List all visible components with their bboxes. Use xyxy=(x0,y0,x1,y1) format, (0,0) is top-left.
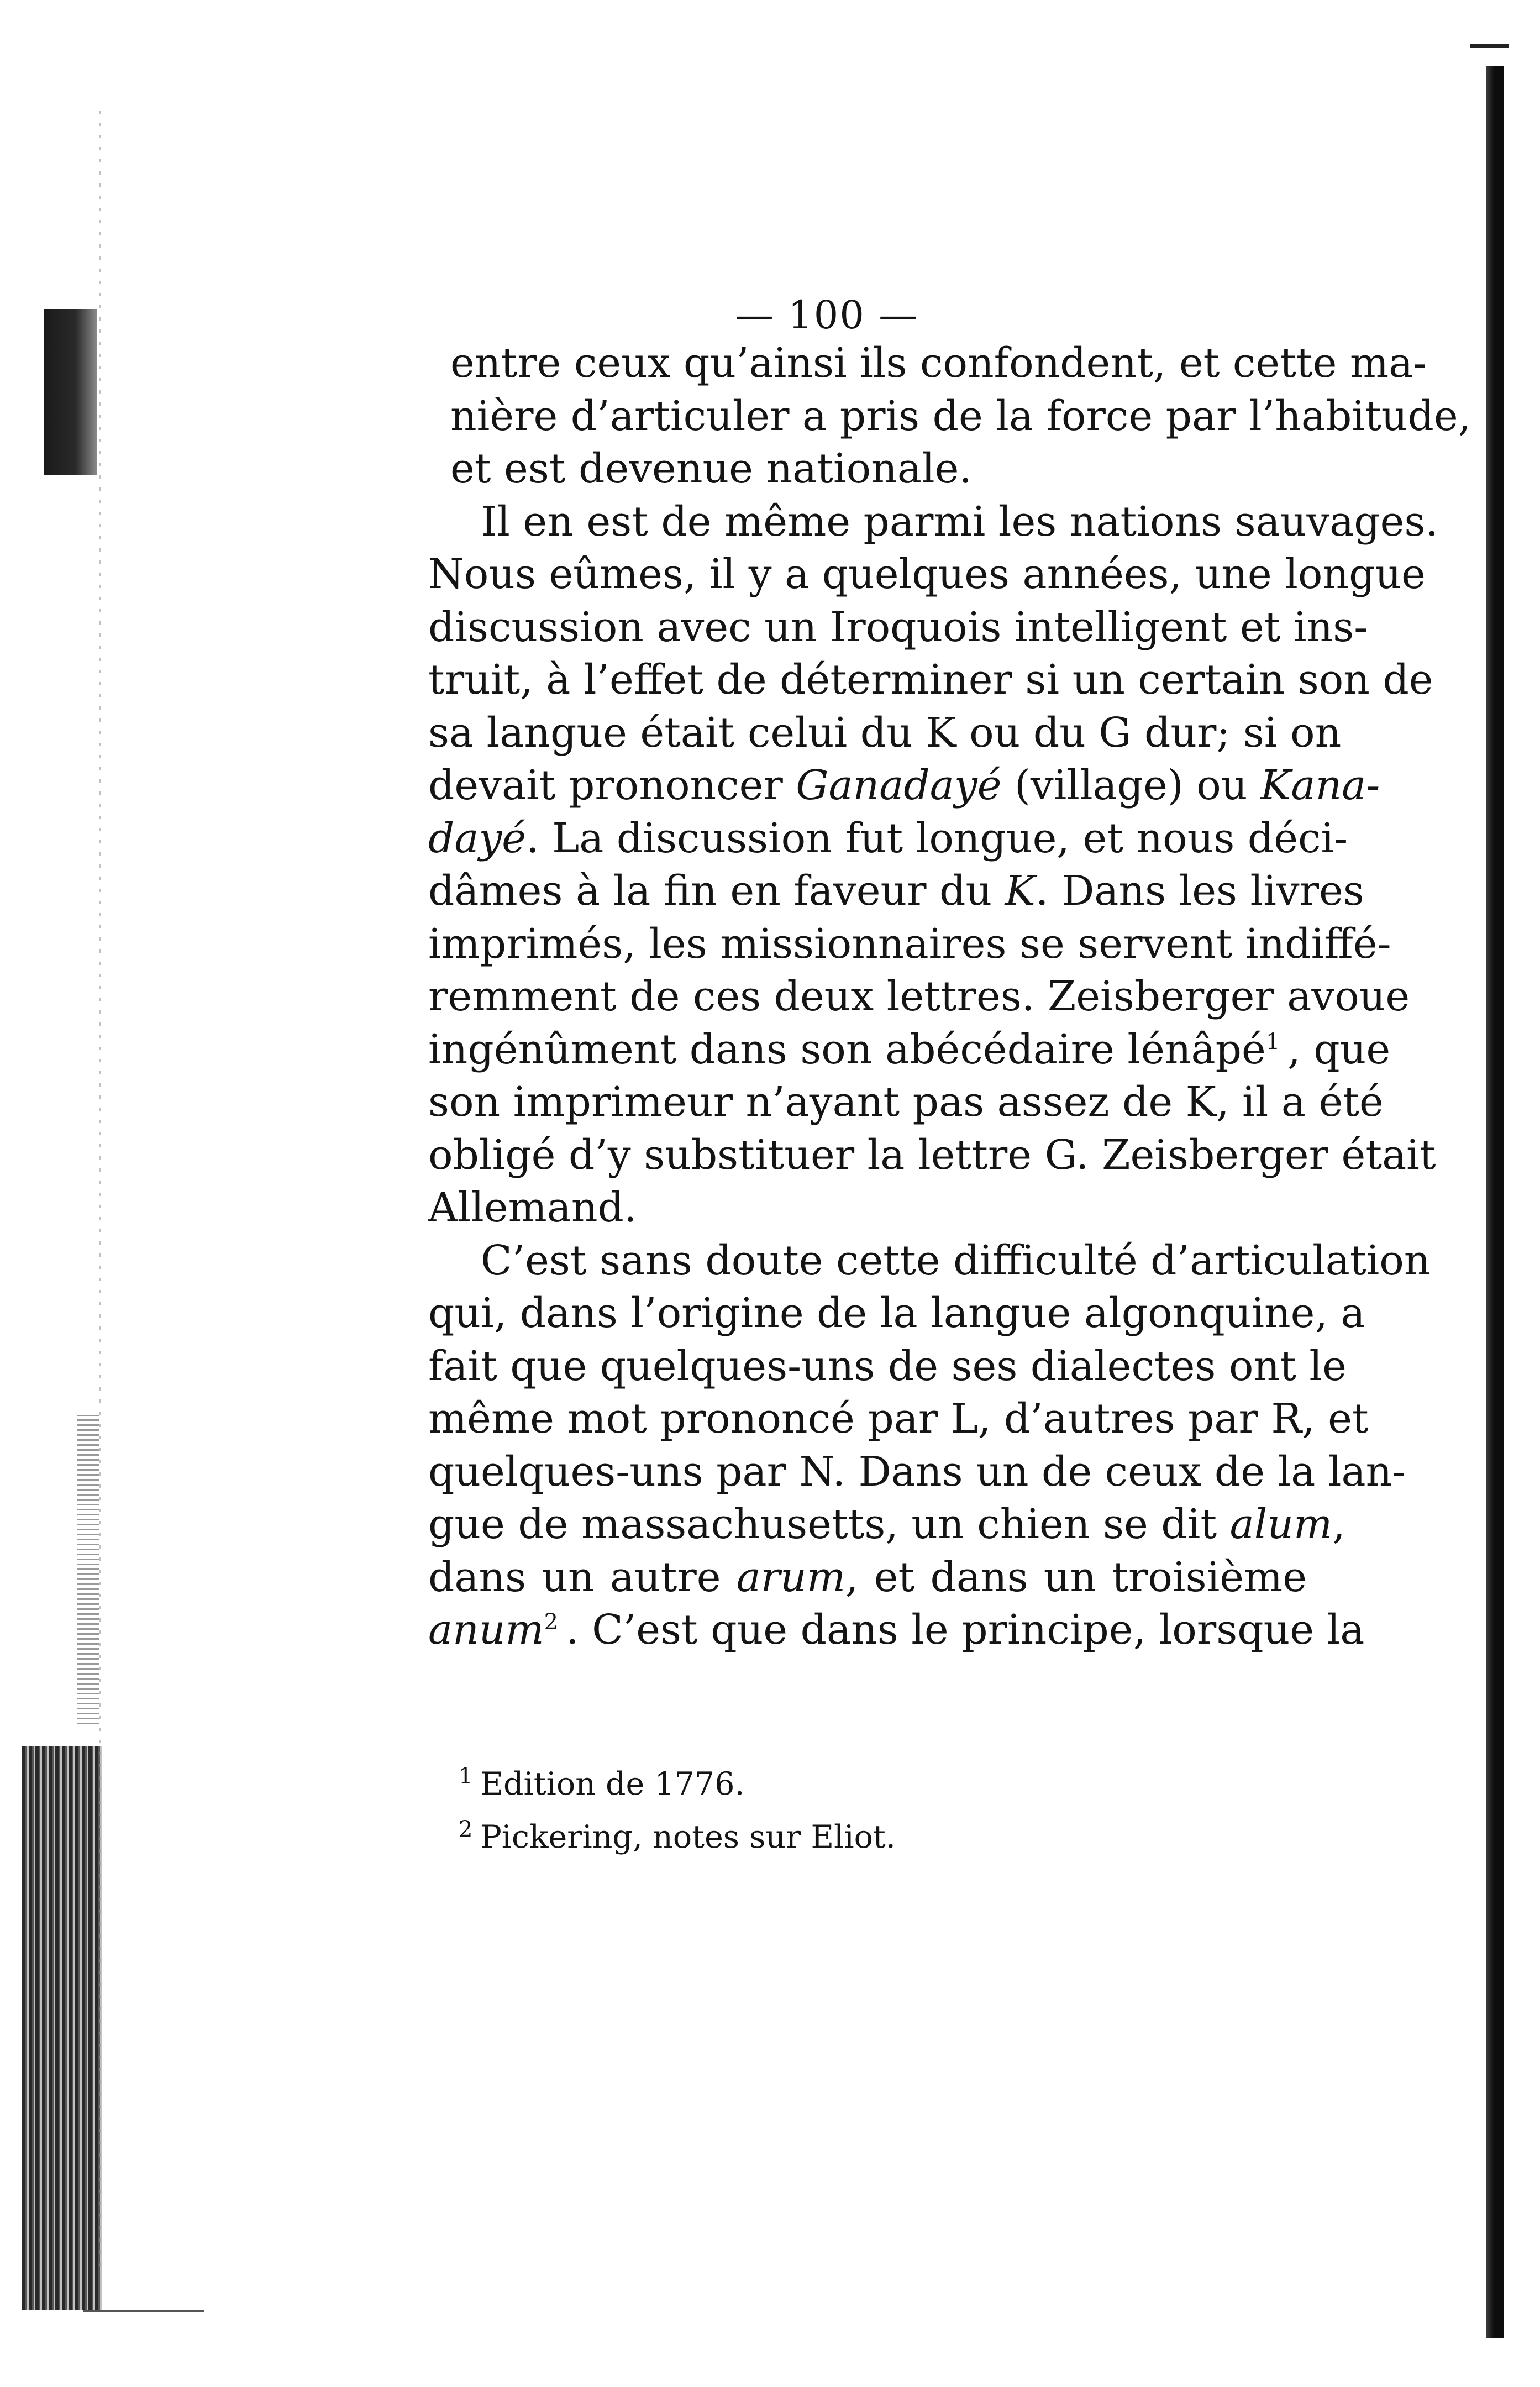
paragraph-start-line: C’est sans doute cette difficulté d’articulation xyxy=(481,1236,1431,1284)
text-line xyxy=(428,759,1380,812)
text-line: entre ceux qu’ainsi ils confondent, et cette ma- xyxy=(450,339,1427,387)
paragraph-start-line: Il en est de même parmi les nations sauvages. xyxy=(481,497,1438,545)
scan-binding-shadow-bottom xyxy=(22,1746,102,2310)
footnote-text: Edition de 1776. xyxy=(480,1766,745,1802)
text-line: fait que quelques-uns de ses dialectes ont le xyxy=(428,1342,1347,1390)
text-run: dâmes à la fin en faveur du xyxy=(428,867,1005,915)
text-line xyxy=(428,865,1364,918)
text-line: quelques-uns par N. Dans un de ceux de la lan- xyxy=(428,1447,1406,1496)
body-text xyxy=(428,337,1471,1657)
text-line xyxy=(428,1498,1345,1551)
scan-binding-shadow-middle xyxy=(77,1415,99,1724)
italic-word: Kana- xyxy=(1260,762,1380,809)
text-run: . C’est que dans le principe, lorsque la xyxy=(566,1606,1365,1654)
footnotes xyxy=(459,1758,1232,1864)
text-run: dans un autre xyxy=(428,1553,737,1601)
footnote-text: Pickering, notes sur Eliot. xyxy=(480,1819,896,1855)
footnote-2: $^2$ Pickering, notes sur Eliot. xyxy=(459,1817,896,1855)
scan-right-edge-tick xyxy=(1470,44,1509,48)
italic-word: Ganadayé xyxy=(796,762,1002,809)
text-line: anum$^2$ . C’est que dans le principe, lorsque la xyxy=(428,1606,1365,1654)
scan-right-edge xyxy=(1486,66,1504,2338)
text-line: Allemand. xyxy=(428,1184,637,1231)
text-run: , xyxy=(1332,1501,1345,1548)
text-line xyxy=(428,812,1348,865)
text-run: . Dans les livres xyxy=(1035,867,1364,915)
text-line: Nous eûmes, il y a quelques années, une longue xyxy=(428,550,1426,598)
text-run: gue de massachusetts, un chien se dit xyxy=(428,1501,1230,1548)
text-line: sa langue était celui du K ou du G dur; si on xyxy=(428,709,1342,757)
italic-word: alum xyxy=(1229,1501,1333,1548)
text-run: ingénûment dans son abécédaire lénâpé xyxy=(428,1025,1266,1073)
text-line: discussion avec un Iroquois intelligent et ins- xyxy=(428,603,1368,651)
footnote-1: $^1$ Edition de 1776. xyxy=(459,1764,745,1802)
italic-word: dayé xyxy=(428,814,527,862)
text-line xyxy=(428,1551,1307,1604)
text-line: truit, à l’effet de déterminer si un certain son de xyxy=(428,656,1433,704)
text-line: nière d’articuler a pris de la force par l’habitude, xyxy=(450,392,1471,440)
text-run: (village) ou xyxy=(1001,762,1261,809)
text-line: son imprimeur n’ayant pas assez de K, il a été xyxy=(428,1078,1384,1126)
text-line: imprimés, les missionnaires se servent indiffé- xyxy=(428,920,1391,968)
scan-binding-shadow-top xyxy=(44,309,97,475)
italic-word: arum xyxy=(736,1553,846,1601)
text-line: même mot prononcé par L, d’autres par R, et xyxy=(428,1395,1369,1442)
text-run: . La discussion fut longue, et nous déci- xyxy=(526,814,1348,862)
text-line: et est devenue nationale. xyxy=(450,445,972,492)
scan-left-edge xyxy=(99,111,101,2266)
text-line: remment de ces deux lettres. Zeisberger avoue xyxy=(428,973,1410,1020)
text-run: devait prononcer xyxy=(428,762,796,809)
text-line: ingénûment dans son abécédaire lénâpé$^1$ , que xyxy=(428,1025,1391,1073)
scan-bottom-edge xyxy=(83,2310,204,2312)
text-run: , et dans un troisième xyxy=(845,1553,1307,1601)
page-number: — 100 — xyxy=(735,292,919,338)
italic-word: K xyxy=(1005,867,1036,915)
italic-word: anum xyxy=(428,1606,544,1654)
text-line: obligé d’y substituer la lettre G. Zeisberger était xyxy=(428,1131,1436,1179)
text-run: , que xyxy=(1287,1025,1391,1073)
text-line: qui, dans l’origine de la langue algonquine, a xyxy=(428,1289,1365,1337)
